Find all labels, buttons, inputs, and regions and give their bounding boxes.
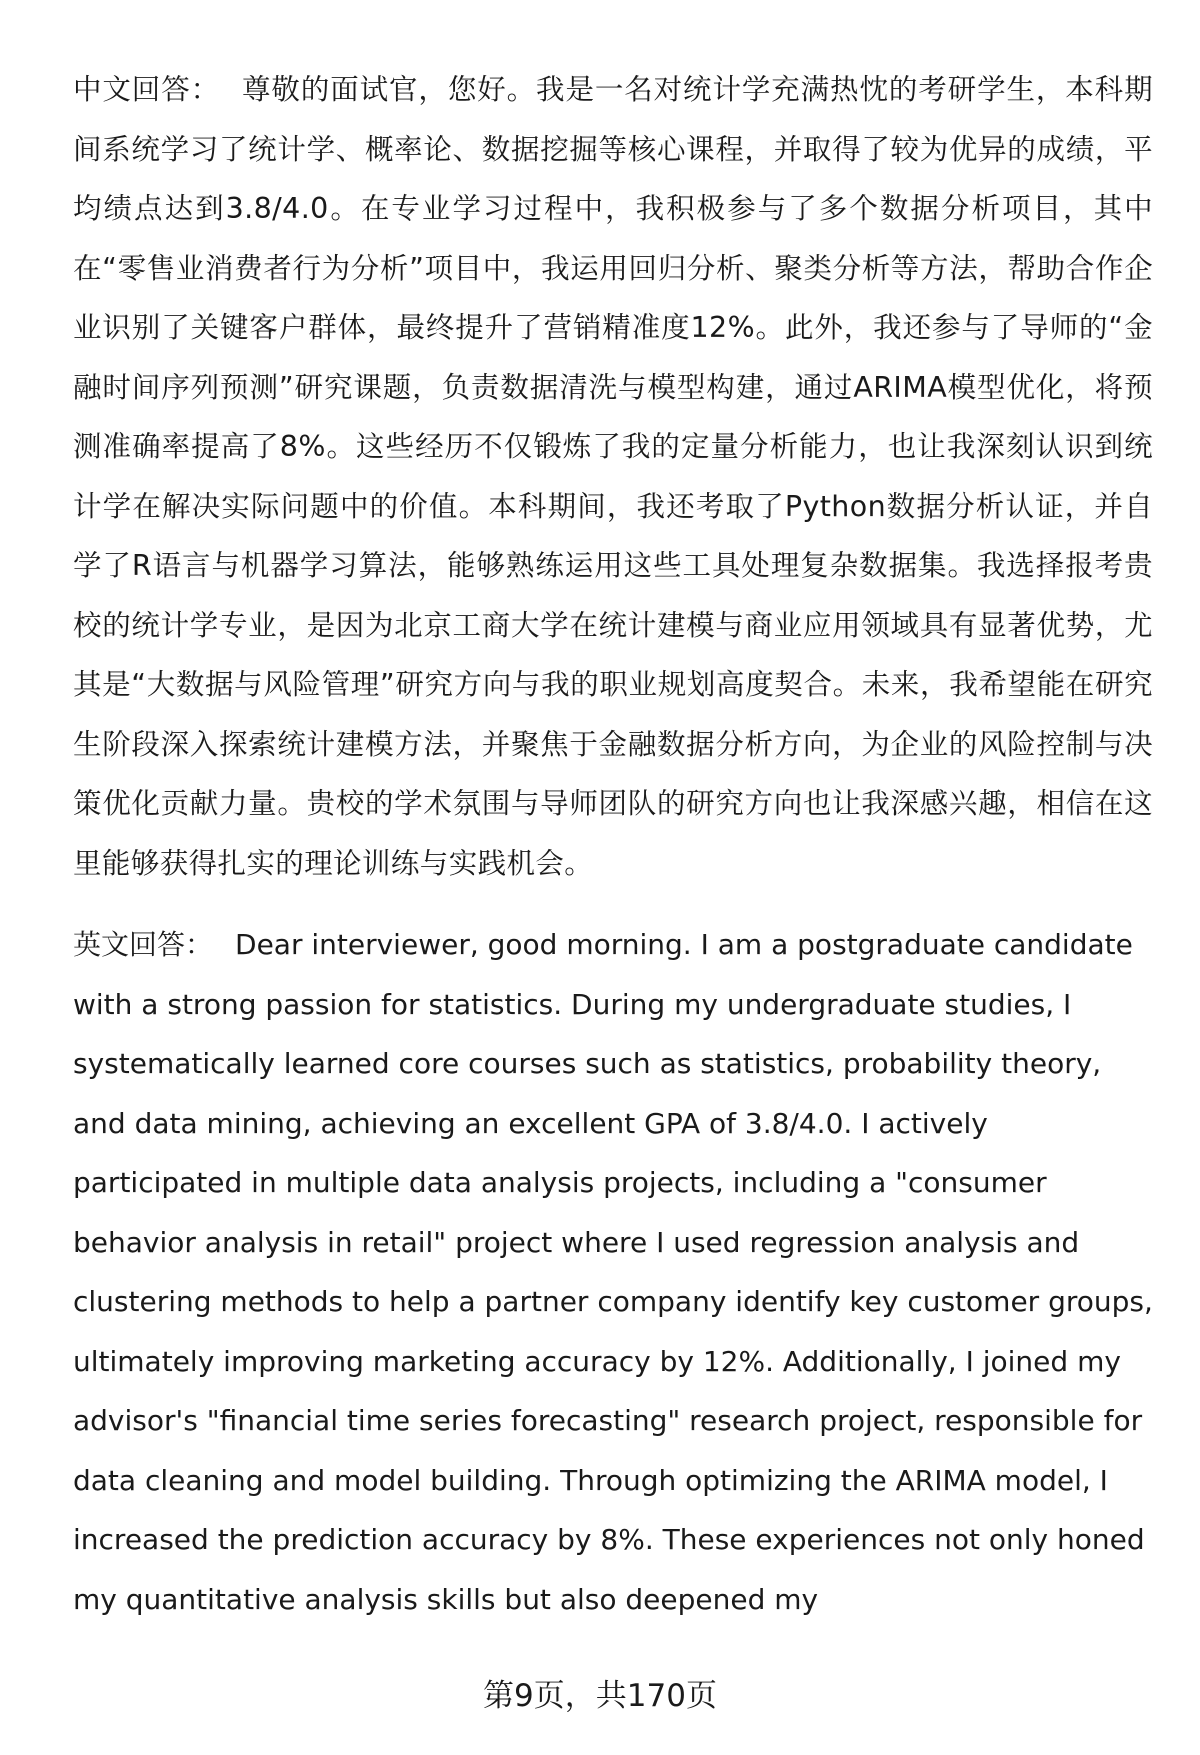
- chinese-answer-label: 中文回答：: [73, 73, 221, 106]
- page-number-footer: 第9页，共170页: [483, 1678, 717, 1714]
- english-answer-text: Dear interviewer, good morning. I am a postgraduate candidate with a strong passion for statistics. During my undergraduate studies, I systematically learned core courses such as statistics, probability theory, and data mining, achieving an excellent GPA of 3.8/4.0. I actively participated in multiple data analysis projects, including a "consumer behavior analysis in retail" project where I used regression analysis and clustering methods to help a partner company identify key customer groups, ultimately improving marketing accuracy by 12%. Additionally, I joined my advisor's "financial time series forecasting" research project, responsible for data cleaning and model building. Through optimizing the ARIMA model, I increased the prediction accuracy by 8%. These experiences not only honed my quantitative analysis skills but also deepened my: [73, 928, 1153, 1616]
- english-answer-paragraph: [73, 915, 1153, 1629]
- chinese-answer-text: 尊敬的面试官，您好。我是一名对统计学充满热忱的考研学生，本科期间系统学习了统计学、概率论、数据挖掘等核心课程，并取得了较为优异的成绩，平均绩点达到3.8/4.0。在专业学习过程中，我积极参与了多个数据分析项目，其中在“零售业消费者行为分析”项目中，我运用回归分析、聚类分析等方法，帮助合作企业识别了关键客户群体，最终提升了营销精准度12%。此外，我还参与了导师的“金融时间序列预测”研究课题，负责数据清洗与模型构建，通过ARIMA模型优化，将预测准确率提高了8%。这些经历不仅锻炼了我的定量分析能力，也让我深刻认识到统计学在解决实际问题中的价值。本科期间，我还考取了Python数据分析认证，并自学了R语言与机器学习算法，能够熟练运用这些工具处理复杂数据集。我选择报考贵校的统计学专业，是因为北京工商大学在统计建模与商业应用领域具有显著优势，尤其是“大数据与风险管理”研究方向与我的职业规划高度契合。未来，我希望能在研究生阶段深入探索统计建模方法，并聚焦于金融数据分析方向，为企业的风险控制与决策优化贡献力量。贵校的学术氛围与导师团队的研究方向也让我深感兴趣，相信在这里能够获得扎实的理论训练与实践机会。: [73, 73, 1153, 880]
- english-answer-label: 英文回答：: [73, 928, 214, 961]
- chinese-answer-paragraph: [73, 60, 1153, 893]
- document-body: [73, 60, 1153, 1629]
